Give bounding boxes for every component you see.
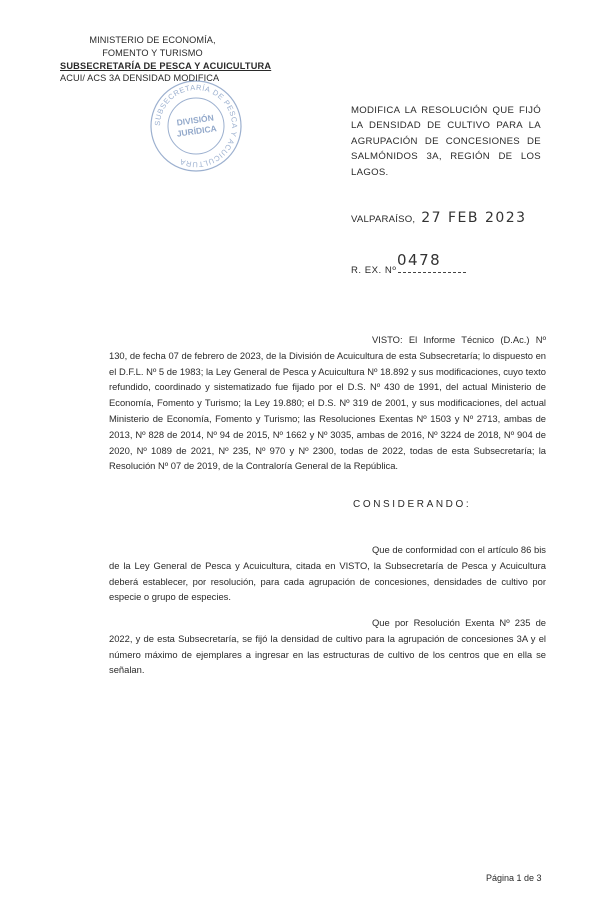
considerando-item-2 [109, 615, 546, 678]
stamp-ring-text: SUBSECRETARÍA DE PESCA Y ACUICULTURA [152, 82, 240, 170]
letterhead-ministry-2: FOMENTO Y TURISMO [102, 47, 203, 58]
place-and-date [351, 210, 527, 226]
considerando-heading: CONSIDERANDO: [353, 499, 472, 510]
visto-paragraph: VISTO: El Informe Técnico (D.Ac.) Nº 130, de fecha 07 de febrero de 2023, de la División de Acuicultura de esta Subsecretaría; lo dispuesto en el D.F.L. Nº 5 de 1983; la Ley General de Pesca y Acuicultura Nº 18.892 y sus modificaciones, cuyo texto refundido, coordinado y sistematizado fue fijado por el D.S. Nº 430 de 1991, del actual Ministerio de Economía, Fomento y Turismo; la Ley 19.880; el D.S. Nº 319 de 2001, y sus modificaciones, del actual Ministerio de Economía, Fomento y Turismo; las Resoluciones Exentas Nº 1503 y Nº 2713, ambas de 2013, Nº 828 de 2014, Nº 94 de 2015, Nº 1662 y Nº 3035, ambas de 2016, Nº 3224 de 2018, Nº 904 de 2020, Nº 1089 de 2021, Nº 235, Nº 970 y Nº 2300, todas de 2022, todas de esta Subsecretaría; la Resolución Nº 07 de 2019, de la Contraloría General de la República. [109, 334, 546, 472]
letterhead-subsecretary: SUBSECRETARÍA DE PESCA Y ACUICULTURA [60, 60, 272, 71]
stamp-text-division: DIVISIÓN [175, 112, 215, 128]
date-stamp: 27 FEB 2023 [421, 210, 527, 226]
division-juridica-stamp [148, 78, 244, 174]
place-label: VALPARAÍSO, [351, 214, 416, 225]
stamp-text-juridica: JURÍDICA [176, 123, 218, 139]
letterhead-ministry: MINISTERIO DE ECONOMÍA, [89, 35, 216, 45]
resolution-number [351, 251, 466, 276]
considerando-item-1 [109, 542, 546, 605]
considerando-paragraph-1: Que de conformidad con el artículo 86 bis de la Ley General de Pesca y Acuicultura, citada en VISTO, la Subsecretaría de Pesca y Acuicultura deberá establecer, por resolución, para cada agrupación de concesiones, densidades de cultivo por especie o grupo de especies. [109, 544, 546, 603]
rex-label: R. EX. Nº [351, 265, 397, 276]
rex-number-stamp: 0478 [397, 251, 442, 269]
considerando-paragraph-2: Que por Resolución Exenta Nº 235 de 2022, y de esta Subsecretaría, se fijó la densidad de cultivo para la agrupación de concesiones 3A y el número máximo de ejemplares a ingresar en las estructuras de cultivo de los centros que en ella se señalan. [109, 617, 546, 676]
visto-section [109, 332, 546, 474]
resolution-subject: MODIFICA LA RESOLUCIÓN QUE FIJÓ LA DENSIDAD DE CULTIVO PARA LA AGRUPACIÓN DE CONCESIONES DE SALMÓNIDOS 3A, REGIÓN DE LOS LAGOS. [351, 105, 541, 178]
document-reference: ACUI/ ACS 3A DENSIDAD MODIFICA [60, 73, 220, 84]
page-number: Página 1 de 3 [486, 873, 542, 883]
